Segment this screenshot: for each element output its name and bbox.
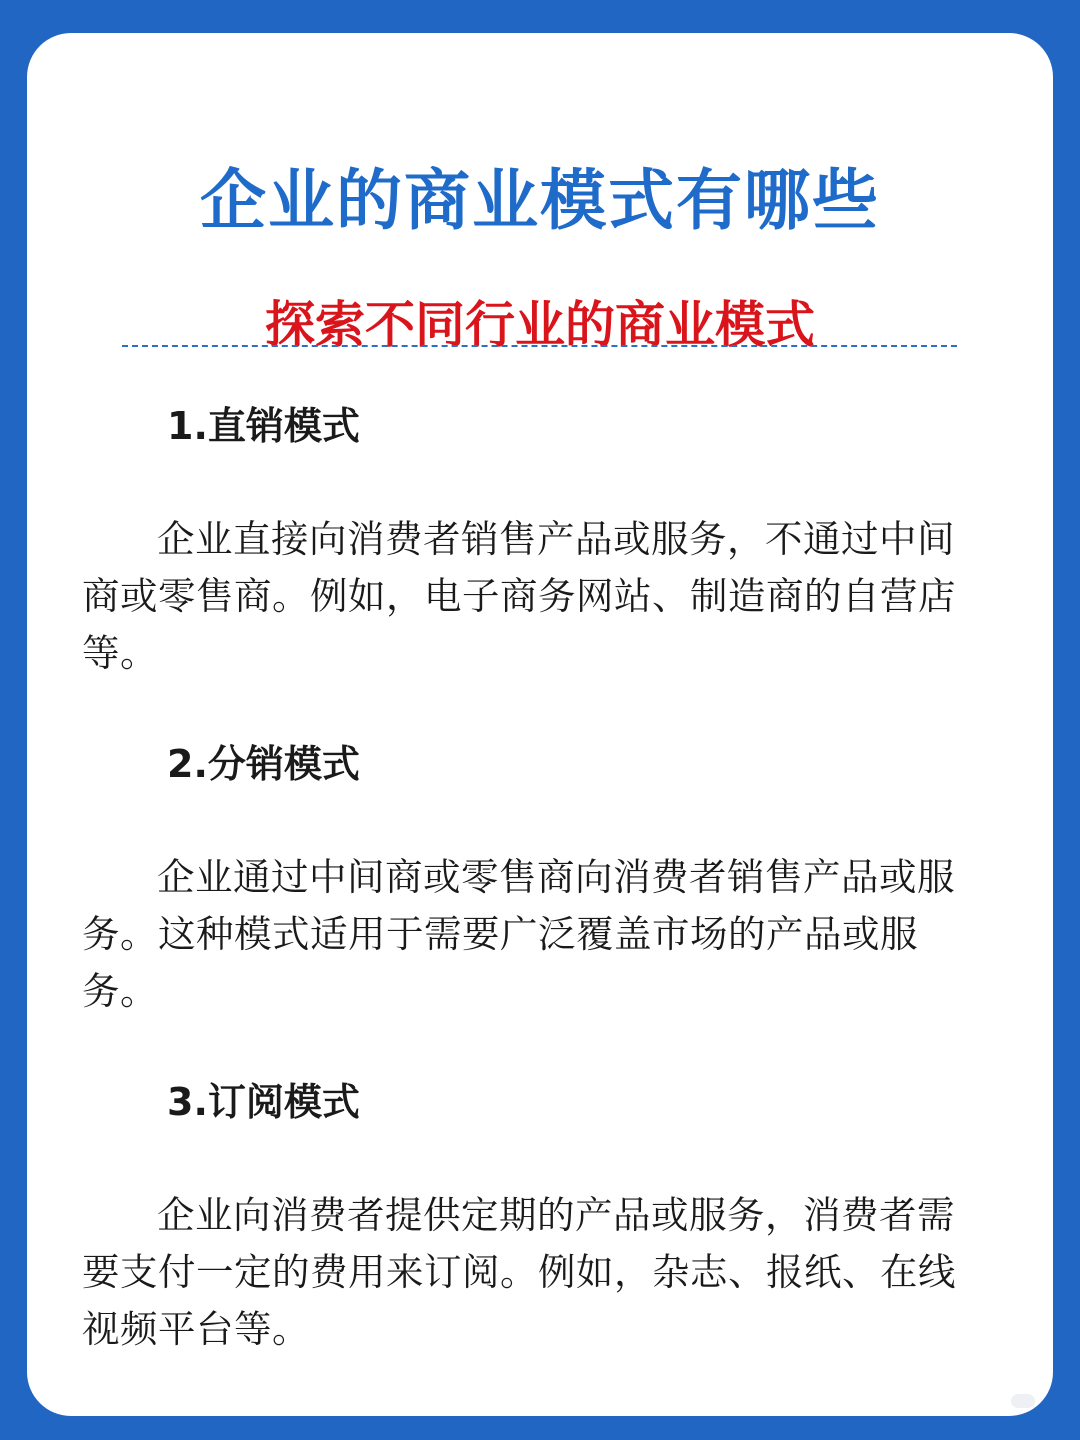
page-subtitle: 探索不同行业的商业模式 [265, 296, 815, 354]
section-heading-distribution: 2.分销模式 [167, 742, 360, 786]
dashed-divider [122, 345, 957, 347]
section-body-direct-sales: 企业直接向消费者销售产品或服务，不通过中间商或零售商。例如，电子商务网站、制造商的自营店等。 [82, 517, 956, 675]
watermark-badge [1011, 1394, 1035, 1408]
page-title: 企业的商业模式有哪些 [200, 162, 880, 239]
content-card [27, 33, 1053, 1416]
section-body-subscription: 企业向消费者提供定期的产品或服务，消费者需要支付一定的费用来订阅。例如，杂志、报纸、在线视频平台等。 [82, 1193, 956, 1351]
section-heading-direct-sales: 1.直销模式 [167, 404, 360, 448]
section-body-distribution: 企业通过中间商或零售商向消费者销售产品或服务。这种模式适用于需要广泛覆盖市场的产品或服务。 [82, 855, 955, 1013]
section-heading-subscription: 3.订阅模式 [167, 1080, 360, 1124]
